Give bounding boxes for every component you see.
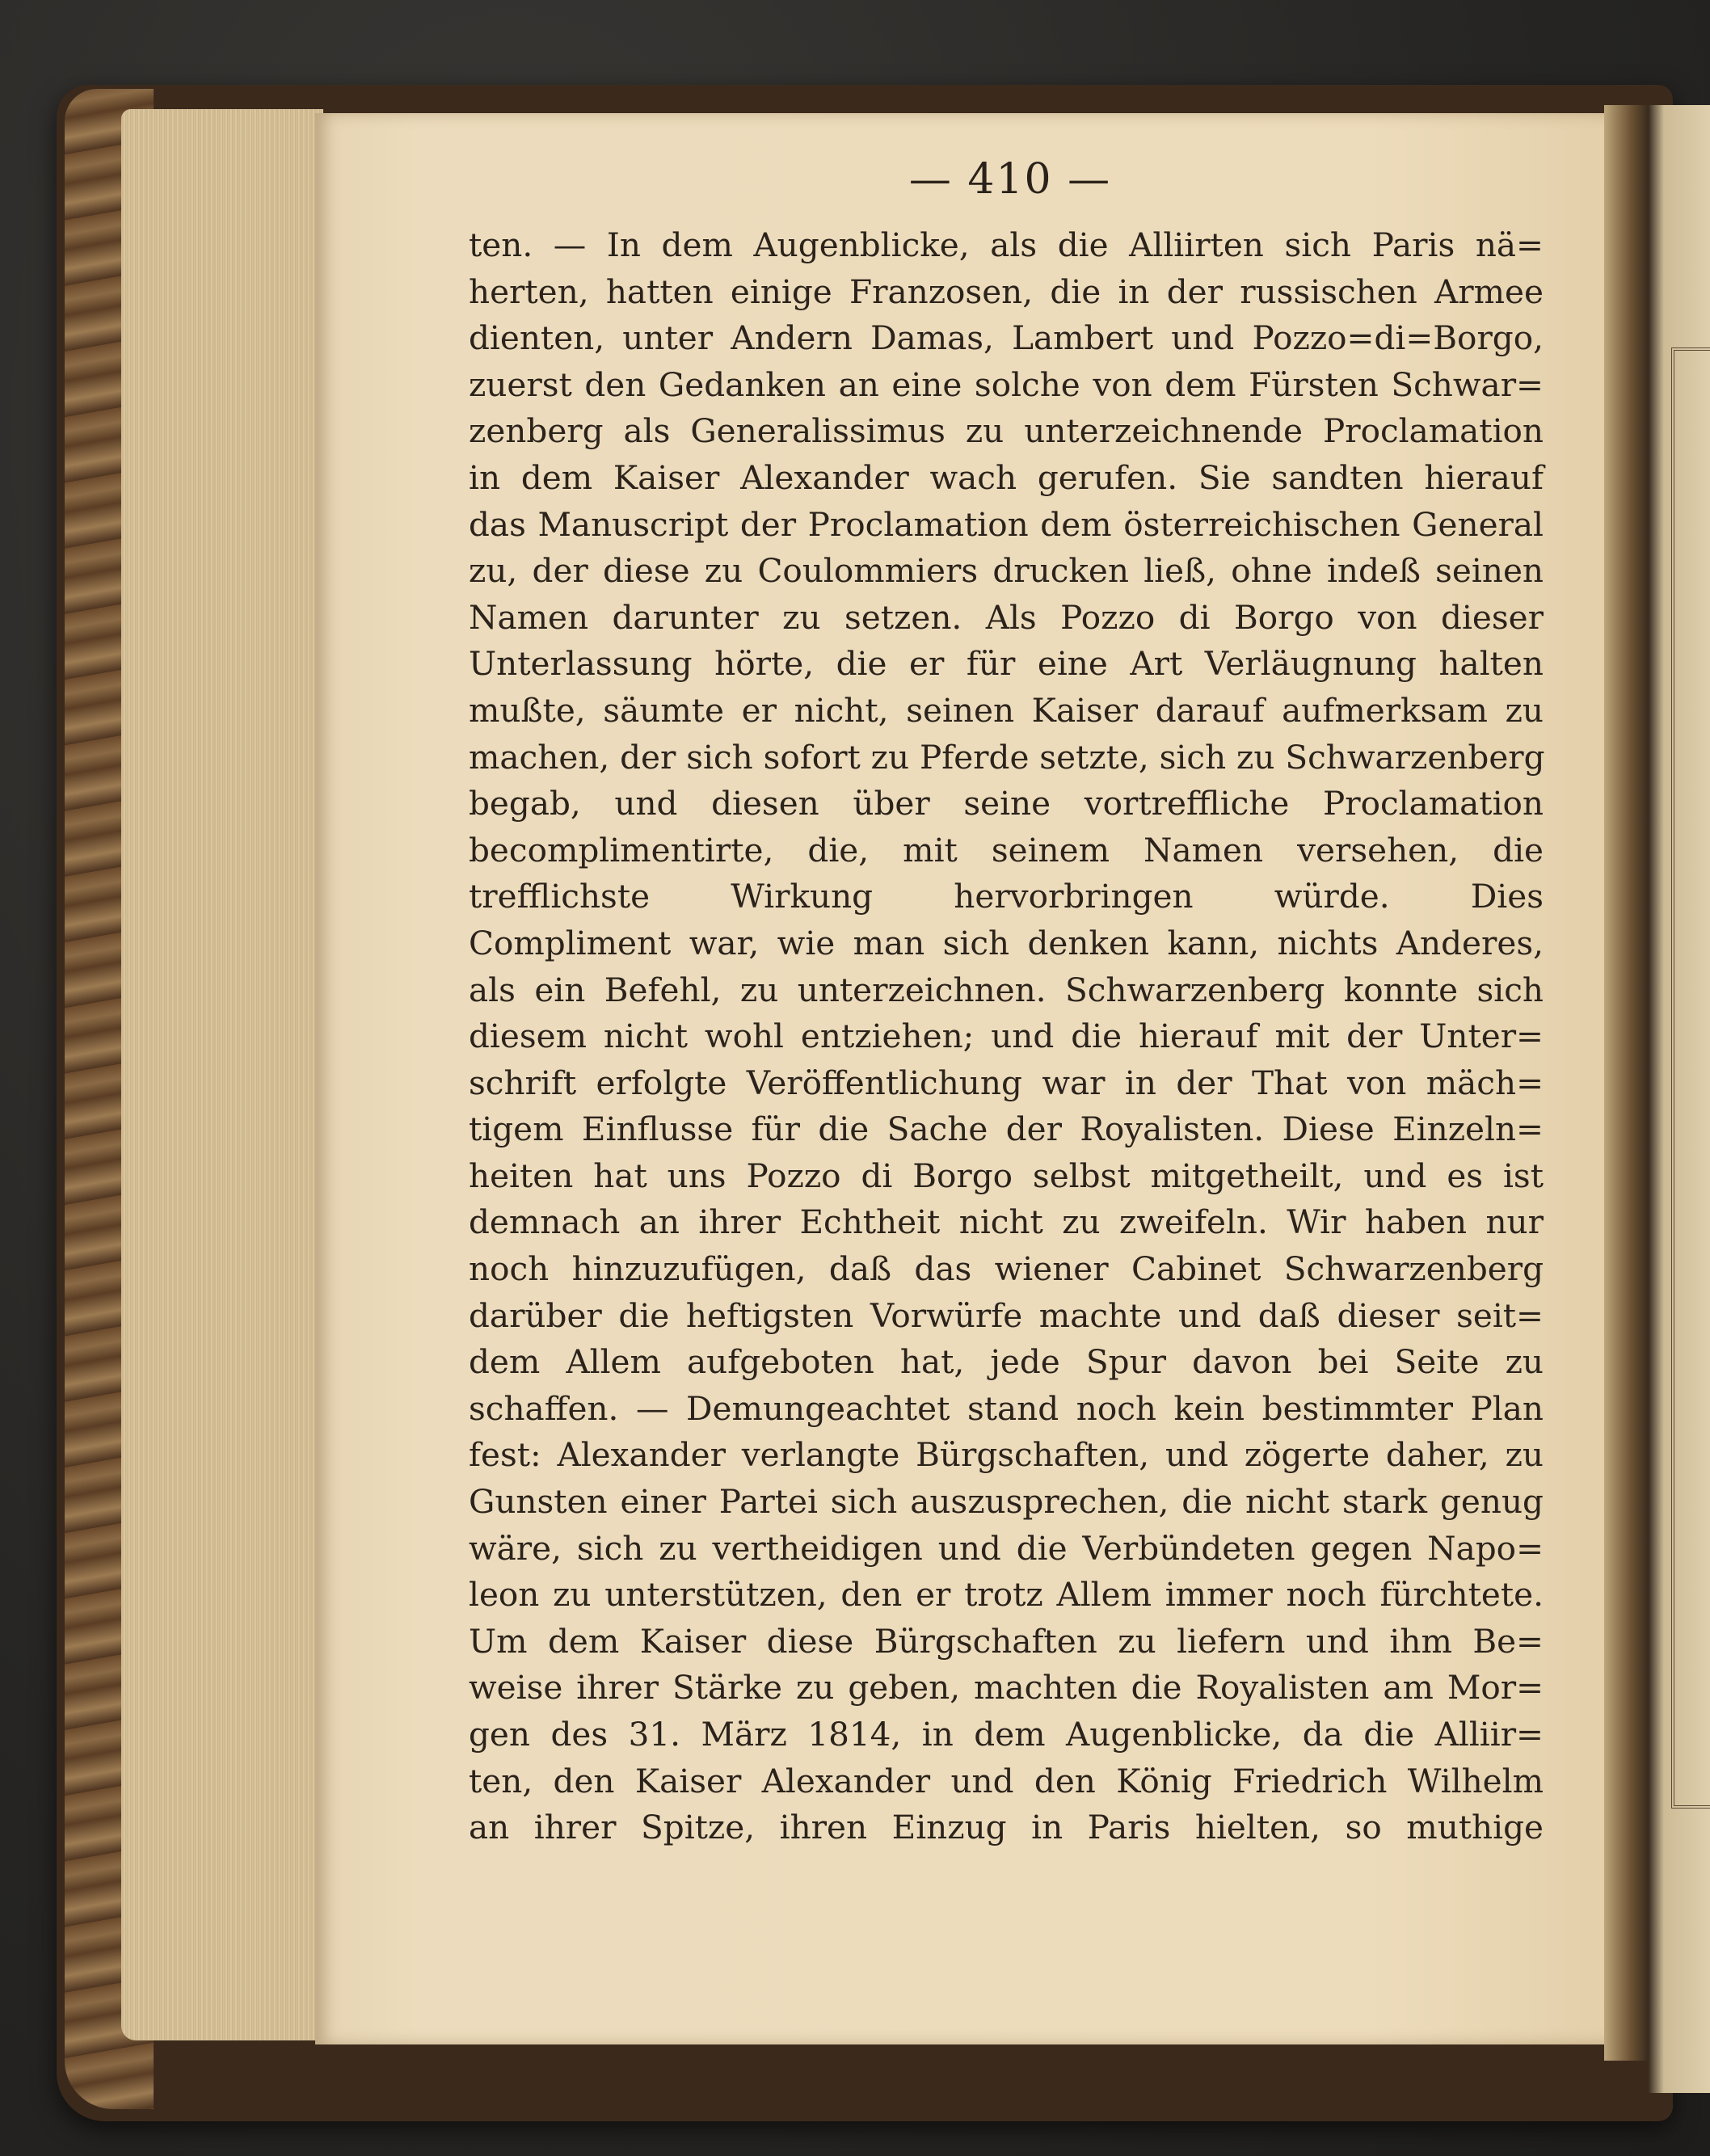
text-line: noch hinzuzufügen, daß das wiener Cabinet Schwarzenberg bbox=[469, 1249, 1544, 1289]
text-line: als ein Befehl, zu unterzeichnen. Schwarzenberg konnte sich bbox=[469, 970, 1544, 1009]
page-stack-edge bbox=[121, 109, 323, 2040]
text-line: ten. — In dem Augenblicke, als die Alliirten sich Paris nä= bbox=[469, 225, 1544, 264]
text-line: diesem nicht wohl entziehen; und die hierauf mit der Unter= bbox=[469, 1017, 1544, 1056]
text-line: das Manuscript der Proclamation dem österreichischen General bbox=[469, 504, 1544, 544]
text-line: tigem Einflusse für die Sache der Royalisten. Diese Einzeln= bbox=[469, 1110, 1544, 1149]
text-line: becomplimentirte, die, mit seinem Namen versehen, die bbox=[469, 830, 1544, 870]
text-line: weise ihrer Stärke zu geben, machten die Royalisten am Mor= bbox=[469, 1668, 1544, 1708]
text-line: Unterlassung hörte, die er für eine Art Verläugnung halten bbox=[469, 644, 1544, 684]
text-line: Namen darunter zu setzen. Als Pozzo di Borgo von dieser bbox=[469, 597, 1544, 637]
text-line: schaffen. — Demungeachtet stand noch kein bestimmter Plan bbox=[469, 1388, 1544, 1428]
text-line: Compliment war, wie man sich denken kann, nichts Anderes, bbox=[469, 923, 1544, 962]
text-line: schrift erfolgte Veröffentlichung war in der That von mäch= bbox=[469, 1063, 1544, 1102]
text-line: Gunsten einer Partei sich auszusprechen, die nicht stark genug bbox=[469, 1482, 1544, 1522]
text-line: trefflichste Wirkung hervorbringen würde. Dies bbox=[469, 877, 1544, 916]
page-number: — 410 — bbox=[908, 155, 1112, 204]
text-line: fest: Alexander verlangte Bürgschaften, und zögerte daher, zu bbox=[469, 1435, 1544, 1475]
text-line: herten, hatten einige Franzosen, die in der russischen Armee bbox=[469, 272, 1544, 311]
book-gutter bbox=[1604, 105, 1653, 2061]
text-line: ten, den Kaiser Alexander und den König Friedrich Wilhelm bbox=[469, 1761, 1544, 1800]
text-line: wäre, sich zu vertheidigen und die Verbündeten gegen Napo= bbox=[469, 1528, 1544, 1568]
text-line: dienten, unter Andern Damas, Lambert und Pozzo=di=Borgo, bbox=[469, 318, 1544, 358]
text-line: zu, der diese zu Coulommiers drucken ließ, ohne indeß seinen bbox=[469, 551, 1544, 591]
page-text bbox=[469, 222, 1544, 1851]
text-line: begab, und diesen über seine vortreffliche Proclamation bbox=[469, 784, 1544, 823]
ornamental-border bbox=[1671, 347, 1710, 1809]
text-line: leon zu unterstützen, den er trotz Allem immer noch fürchtete. bbox=[469, 1575, 1544, 1615]
text-line: darüber die heftigsten Vorwürfe machte und daß dieser seit= bbox=[469, 1295, 1544, 1335]
text-line: dem Allem aufgeboten hat, jede Spur davon bei Seite zu bbox=[469, 1342, 1544, 1382]
text-line: machen, der sich sofort zu Pferde setzte, sich zu Schwarzenberg bbox=[469, 737, 1545, 777]
text-line: Um dem Kaiser diese Bürgschaften zu liefern und ihm Be= bbox=[469, 1621, 1544, 1661]
text-line: gen des 31. März 1814, in dem Augenblicke, da die Alliir= bbox=[469, 1715, 1544, 1754]
text-line: zuerst den Gedanken an eine solche von dem Fürsten Schwar= bbox=[469, 364, 1544, 404]
text-line: heiten hat uns Pozzo di Borgo selbst mitgetheilt, und es ist bbox=[469, 1156, 1544, 1195]
text-line: zenberg als Generalissimus zu unterzeichnende Proclamation bbox=[469, 411, 1544, 451]
text-line: in dem Kaiser Alexander wach gerufen. Sie sandten hierauf bbox=[469, 457, 1544, 497]
text-line: an ihrer Spitze, ihren Einzug in Paris hielten, so muthige bbox=[469, 1808, 1544, 1847]
text-line: mußte, säumte er nicht, seinen Kaiser darauf aufmerksam zu bbox=[469, 690, 1544, 730]
text-line: demnach an ihrer Echtheit nicht zu zweifeln. Wir haben nur bbox=[469, 1202, 1544, 1242]
